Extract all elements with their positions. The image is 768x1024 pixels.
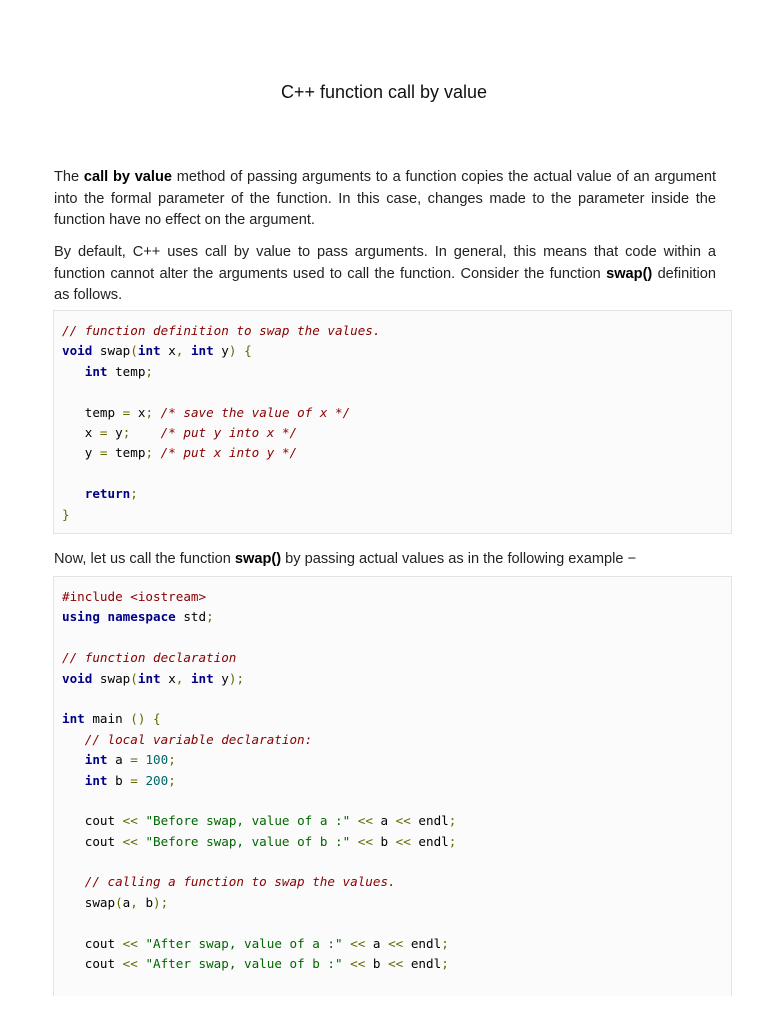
example-paragraph xyxy=(54,549,716,571)
code-token: int xyxy=(84,752,108,768)
code-token: ( xyxy=(115,894,123,910)
code-token: x xyxy=(62,424,100,440)
code-token: void xyxy=(62,670,93,686)
code-token: int xyxy=(190,670,214,686)
default-text: By default, C++ uses call by value to pass arguments. In general, this means that code within a function cannot alter the arguments used to call the function. Consider the function xyxy=(54,244,716,282)
code-token xyxy=(153,445,161,460)
code-line xyxy=(62,689,456,709)
code-line xyxy=(62,832,456,852)
code-token: << xyxy=(122,833,138,849)
code-token: () xyxy=(130,711,146,727)
code-token xyxy=(130,425,160,440)
code-token: "After swap, value of a :" xyxy=(145,935,343,951)
example-bold-term: swap() xyxy=(234,551,282,567)
code-token: ; xyxy=(168,772,176,788)
code-token xyxy=(62,752,85,767)
code-line xyxy=(62,423,380,443)
code-token: ) xyxy=(228,343,237,359)
code-token: << xyxy=(122,956,138,972)
code-line xyxy=(62,750,456,770)
code-token: = xyxy=(122,404,131,420)
code-token: int xyxy=(137,670,161,686)
code-token xyxy=(350,834,358,849)
code-token: b xyxy=(365,956,389,972)
code-token: ; xyxy=(145,445,154,461)
code-token: endl xyxy=(410,813,449,829)
code-token: int xyxy=(84,772,108,788)
code-line xyxy=(62,669,456,689)
code-line xyxy=(62,321,380,341)
code-token: // function definition to swap the values. xyxy=(62,323,381,338)
code-token: << xyxy=(357,833,373,849)
example-text: Now, let us call the function xyxy=(54,551,235,567)
code-token: // calling a function to swap the values. xyxy=(84,874,396,890)
code-line xyxy=(62,341,380,361)
code-token xyxy=(145,711,153,726)
code-token: using xyxy=(62,609,100,625)
default-paragraph xyxy=(54,242,716,307)
code-token: cout xyxy=(62,833,123,849)
code-token: "After swap, value of b :" xyxy=(145,956,343,972)
code-token: std xyxy=(175,609,207,625)
code-line xyxy=(62,934,456,954)
code-token: << xyxy=(350,935,366,951)
code-token: { xyxy=(153,711,161,727)
code-line xyxy=(62,791,456,811)
code-token: << xyxy=(350,956,366,972)
code-token xyxy=(62,773,85,788)
code-token: return xyxy=(84,486,131,502)
code-token: = xyxy=(130,772,138,788)
code-token: cout xyxy=(62,935,123,951)
code-token: temp xyxy=(107,363,146,379)
intro-text: method of passing arguments to a function copies the actual value of an argument into the formal parameter of the function. In this case, changes made to the parameter inside the function have no effect on the argument. xyxy=(54,169,716,228)
code-token: = xyxy=(130,752,138,768)
code-token: /* put y into x */ xyxy=(160,424,298,440)
code-token: = xyxy=(99,445,108,461)
intro-text: The xyxy=(54,169,84,185)
code-token: 200 xyxy=(145,772,169,788)
code-token: swap xyxy=(92,343,131,359)
code-line xyxy=(62,852,456,872)
intro-bold-term: call by value xyxy=(83,169,173,185)
code-line xyxy=(62,811,456,831)
code-token xyxy=(350,813,358,828)
code-token: ; xyxy=(145,363,154,379)
code-token: "Before swap, value of b :" xyxy=(145,833,351,849)
code-token: << xyxy=(388,956,404,972)
code-token: ); xyxy=(228,670,245,686)
code-listing xyxy=(62,321,380,525)
code-line xyxy=(62,587,456,607)
code-line xyxy=(62,362,380,382)
code-token: ( xyxy=(130,343,138,359)
code-token: << xyxy=(122,935,138,951)
code-token: #include <iostream> xyxy=(62,589,207,604)
code-token: // local variable declaration: xyxy=(84,731,313,747)
code-token: } xyxy=(62,506,70,522)
code-line xyxy=(62,484,380,504)
code-token: namespace xyxy=(107,609,176,625)
code-line xyxy=(62,893,456,913)
code-token: int xyxy=(62,711,85,727)
code-token: x xyxy=(160,343,176,359)
code-token: ( xyxy=(130,670,138,686)
code-line xyxy=(62,648,456,668)
code-block-example-program xyxy=(53,576,732,996)
code-token: cout xyxy=(62,956,123,972)
code-block-swap-definition xyxy=(53,310,732,534)
code-line xyxy=(62,913,456,933)
page-title: C++ function call by value xyxy=(280,82,488,102)
code-token: temp xyxy=(107,445,146,461)
code-token: x xyxy=(160,670,176,686)
code-token: int xyxy=(84,363,108,379)
code-token: << xyxy=(122,813,138,829)
code-line xyxy=(62,382,380,402)
code-token: , xyxy=(130,894,138,910)
code-token xyxy=(183,671,191,686)
code-token: b xyxy=(137,894,154,910)
code-token: = xyxy=(99,424,108,440)
code-token: y xyxy=(213,670,229,686)
code-token: ; xyxy=(448,813,457,829)
code-token: { xyxy=(244,343,252,359)
code-token: "Before swap, value of a :" xyxy=(145,813,351,829)
intro-paragraph xyxy=(54,167,716,232)
code-token xyxy=(62,874,85,889)
code-line xyxy=(62,709,456,729)
code-line xyxy=(62,505,380,525)
code-token: ; xyxy=(145,404,154,420)
code-token: ; xyxy=(206,609,214,625)
code-line xyxy=(62,443,380,463)
code-token xyxy=(62,732,85,747)
code-token: ; xyxy=(441,935,449,951)
code-token: endl xyxy=(403,935,442,951)
code-line xyxy=(62,464,380,484)
code-token: ); xyxy=(153,894,169,910)
code-token: swap xyxy=(62,894,116,910)
code-token: a xyxy=(372,813,396,829)
code-token: void xyxy=(62,343,93,359)
code-token: b xyxy=(372,833,396,849)
code-token: temp xyxy=(62,404,123,420)
code-listing xyxy=(62,587,456,974)
code-line xyxy=(62,954,456,974)
code-token: ; xyxy=(441,956,449,972)
code-token: endl xyxy=(410,833,449,849)
code-token xyxy=(153,405,161,420)
code-token: int xyxy=(190,343,214,359)
code-token: ; xyxy=(122,424,131,440)
code-line xyxy=(62,872,456,892)
code-token: b xyxy=(107,772,131,788)
code-line xyxy=(62,771,456,791)
code-token: 100 xyxy=(145,752,169,768)
code-token: ; xyxy=(130,486,138,502)
code-token: x xyxy=(130,404,146,420)
code-token: , xyxy=(175,670,184,686)
code-token: ; xyxy=(448,833,457,849)
code-token xyxy=(100,609,108,624)
default-bold-term: swap() xyxy=(606,265,653,282)
code-token: ; xyxy=(168,752,176,768)
code-token: a xyxy=(107,752,131,768)
code-token: << xyxy=(395,833,411,849)
code-token: main xyxy=(84,711,131,727)
code-line xyxy=(62,628,456,648)
code-token: cout xyxy=(62,813,123,829)
code-token: int xyxy=(137,343,161,359)
code-line xyxy=(62,730,456,750)
code-token: << xyxy=(388,935,404,951)
code-token xyxy=(62,364,85,379)
code-token: // function declaration xyxy=(62,650,237,666)
code-token: << xyxy=(395,813,411,829)
code-token: a xyxy=(122,894,131,910)
code-token: y xyxy=(107,424,123,440)
code-token: swap xyxy=(92,670,131,686)
code-token: << xyxy=(357,813,373,829)
code-token: /* put x into y */ xyxy=(160,445,298,461)
code-token xyxy=(62,486,85,501)
code-token: y xyxy=(213,343,229,359)
code-token xyxy=(236,343,244,358)
code-token xyxy=(183,343,191,358)
code-token: a xyxy=(365,935,389,951)
code-token: endl xyxy=(403,956,442,972)
example-text: by passing actual values as in the following example − xyxy=(281,551,637,567)
code-token: y xyxy=(62,445,100,461)
code-token: , xyxy=(175,343,184,359)
code-line xyxy=(62,607,456,627)
default-text: definition as follows. xyxy=(54,265,716,303)
code-line xyxy=(62,403,380,423)
code-token: /* save the value of x */ xyxy=(160,404,351,420)
